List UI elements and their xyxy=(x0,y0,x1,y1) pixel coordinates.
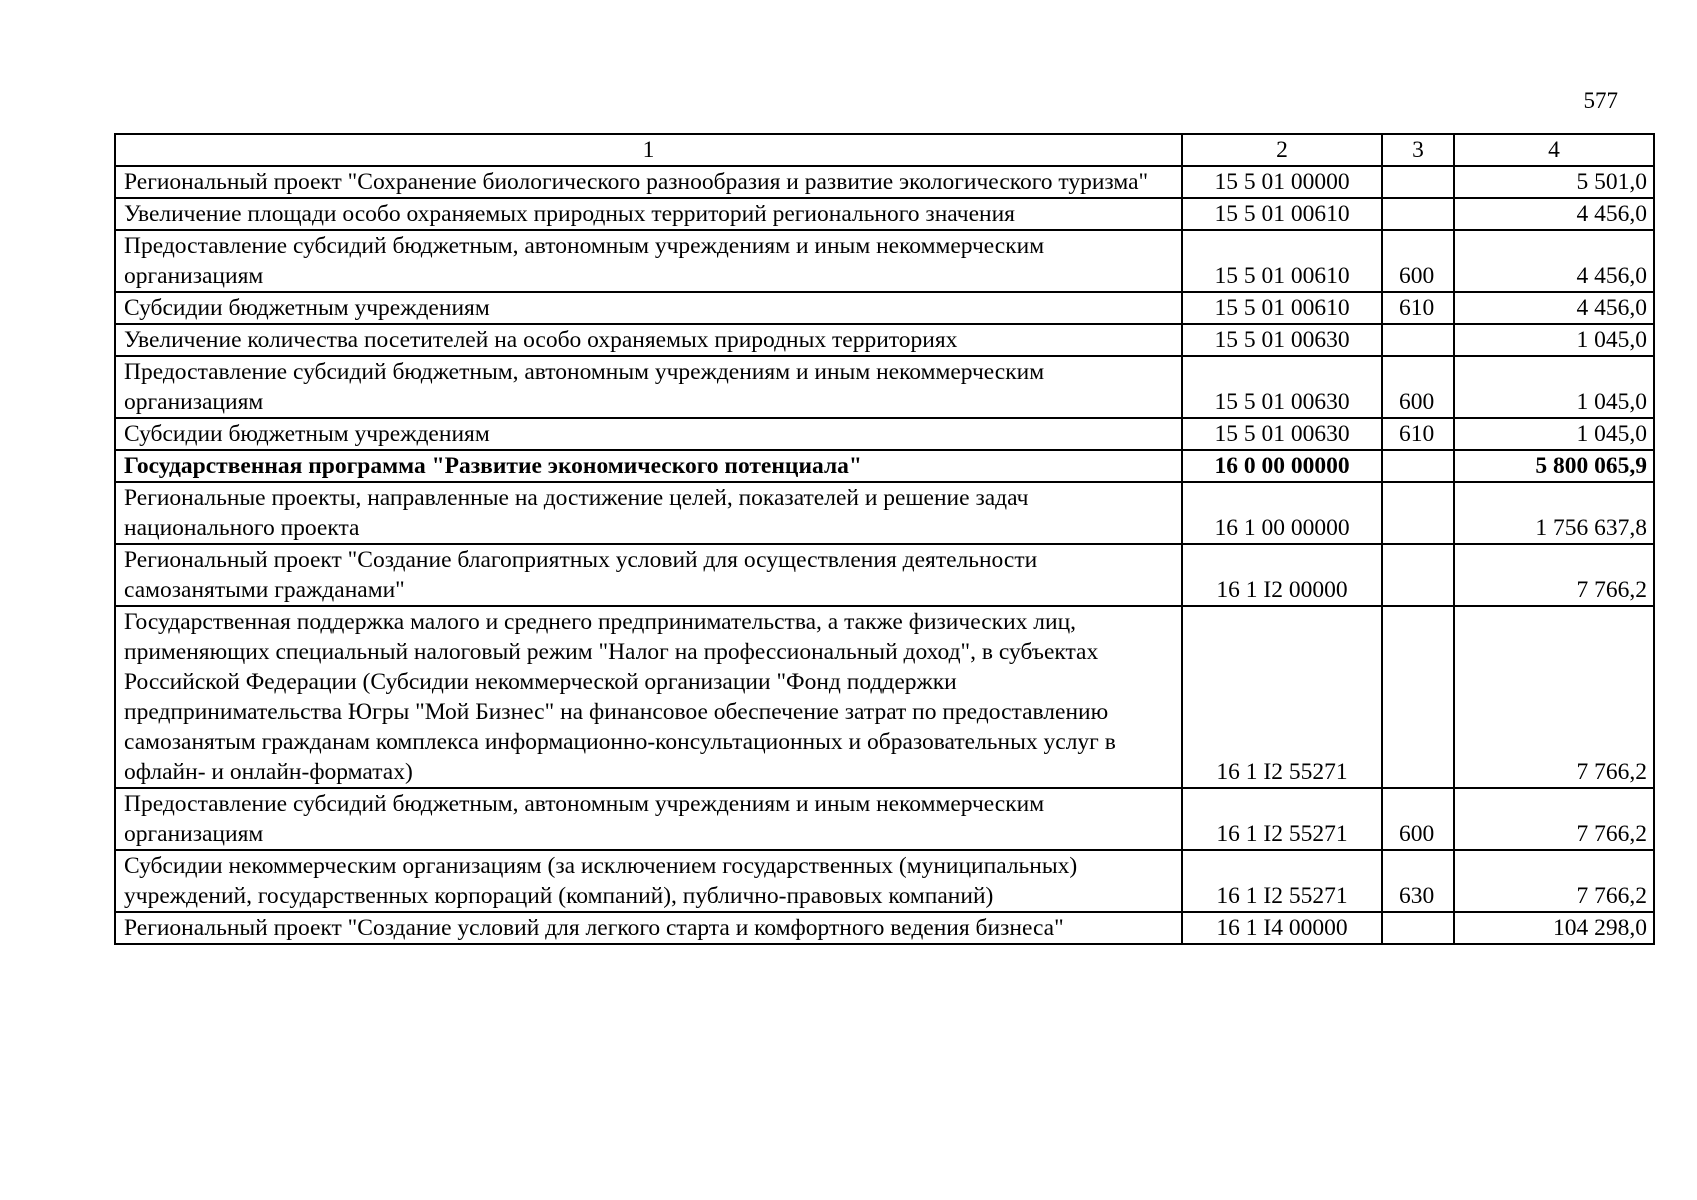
table-row xyxy=(115,292,1654,324)
row-type-cell xyxy=(1382,482,1454,544)
header-cell-3: 3 xyxy=(1382,134,1454,166)
row-type-cell xyxy=(1382,324,1454,356)
table-row xyxy=(115,482,1654,544)
row-name-cell: Региональные проекты, направленные на достижение целей, показателей и решение задач национального проекта xyxy=(115,482,1182,544)
header-cell-1: 1 xyxy=(115,134,1182,166)
row-code-cell: 15 5 01 00630 xyxy=(1182,418,1382,450)
table-row xyxy=(115,606,1654,788)
row-code-cell: 15 5 01 00610 xyxy=(1182,198,1382,230)
row-name-cell: Региональный проект "Создание благоприятных условий для осуществления деятельности самозанятыми гражданами" xyxy=(115,544,1182,606)
row-code-cell: 16 1 00 00000 xyxy=(1182,482,1382,544)
table-row xyxy=(115,544,1654,606)
row-sum-cell: 4 456,0 xyxy=(1454,230,1654,292)
table-row xyxy=(115,356,1654,418)
row-code-cell: 16 1 I2 55271 xyxy=(1182,606,1382,788)
row-code-cell: 16 0 00 00000 xyxy=(1182,450,1382,482)
table-row xyxy=(115,788,1654,850)
row-name-cell: Предоставление субсидий бюджетным, автономным учреждениям и иным некоммерческим организациям xyxy=(115,788,1182,850)
row-sum-cell: 104 298,0 xyxy=(1454,912,1654,944)
table-row xyxy=(115,912,1654,944)
row-type-cell xyxy=(1382,912,1454,944)
table-row xyxy=(115,230,1654,292)
row-name-cell: Субсидии некоммерческим организациям (за исключением государственных (муниципальных) учреждений, государственных корпораций (компаний), публично-правовых компаний) xyxy=(115,850,1182,912)
row-name-cell: Предоставление субсидий бюджетным, автономным учреждениям и иным некоммерческим организациям xyxy=(115,230,1182,292)
row-sum-cell: 7 766,2 xyxy=(1454,788,1654,850)
row-type-cell xyxy=(1382,544,1454,606)
row-code-cell: 15 5 01 00610 xyxy=(1182,292,1382,324)
row-sum-cell: 1 045,0 xyxy=(1454,418,1654,450)
table-row xyxy=(115,198,1654,230)
header-cell-4: 4 xyxy=(1454,134,1654,166)
row-name-cell: Государственная поддержка малого и среднего предпринимательства, а также физических лиц, применяющих специальный налоговый режим "Налог на профессиональный доход", в субъектах Российской Федерации (Субсидии некоммерческой организации "Фонд поддержки предпринимательства Югры "Мой Бизнес" на финансовое обеспечение затрат по предоставлению самозанятым гражданам комплекса информационно-консультационных и образовательных услуг в офлайн- и онлайн-форматах) xyxy=(115,606,1182,788)
row-type-cell: 600 xyxy=(1382,356,1454,418)
row-sum-cell: 4 456,0 xyxy=(1454,292,1654,324)
row-code-cell: 16 1 I2 55271 xyxy=(1182,850,1382,912)
table-row xyxy=(115,166,1654,198)
row-name-cell: Субсидии бюджетным учреждениям xyxy=(115,292,1182,324)
row-type-cell: 600 xyxy=(1382,230,1454,292)
row-code-cell: 15 5 01 00000 xyxy=(1182,166,1382,198)
row-sum-cell: 1 045,0 xyxy=(1454,356,1654,418)
row-type-cell xyxy=(1382,450,1454,482)
row-name-cell: Предоставление субсидий бюджетным, автономным учреждениям и иным некоммерческим организациям xyxy=(115,356,1182,418)
row-sum-cell: 5 501,0 xyxy=(1454,166,1654,198)
row-name-cell: Субсидии бюджетным учреждениям xyxy=(115,418,1182,450)
row-sum-cell: 4 456,0 xyxy=(1454,198,1654,230)
row-type-cell xyxy=(1382,606,1454,788)
page-number: 577 xyxy=(1583,88,1618,113)
row-type-cell: 600 xyxy=(1382,788,1454,850)
row-code-cell: 16 1 I4 00000 xyxy=(1182,912,1382,944)
row-sum-cell: 7 766,2 xyxy=(1454,544,1654,606)
budget-table xyxy=(114,133,1655,945)
row-sum-cell: 7 766,2 xyxy=(1454,606,1654,788)
table-header-row xyxy=(115,134,1654,166)
table-row xyxy=(115,850,1654,912)
table-row xyxy=(115,418,1654,450)
row-type-cell: 630 xyxy=(1382,850,1454,912)
header-cell-2: 2 xyxy=(1182,134,1382,166)
row-name-cell: Региональный проект "Создание условий для легкого старта и комфортного ведения бизнеса" xyxy=(115,912,1182,944)
row-sum-cell: 1 045,0 xyxy=(1454,324,1654,356)
row-name-cell: Государственная программа "Развитие экономического потенциала" xyxy=(115,450,1182,482)
row-sum-cell: 5 800 065,9 xyxy=(1454,450,1654,482)
row-type-cell xyxy=(1382,166,1454,198)
row-code-cell: 15 5 01 00630 xyxy=(1182,356,1382,418)
row-type-cell: 610 xyxy=(1382,418,1454,450)
row-name-cell: Увеличение количества посетителей на особо охраняемых природных территориях xyxy=(115,324,1182,356)
row-name-cell: Региональный проект "Сохранение биологического разнообразия и развитие экологического туризма" xyxy=(115,166,1182,198)
table-row xyxy=(115,324,1654,356)
row-type-cell xyxy=(1382,198,1454,230)
row-type-cell: 610 xyxy=(1382,292,1454,324)
row-code-cell: 16 1 I2 55271 xyxy=(1182,788,1382,850)
table-body xyxy=(115,134,1654,944)
row-name-cell: Увеличение площади особо охраняемых природных территорий регионального значения xyxy=(115,198,1182,230)
row-sum-cell: 1 756 637,8 xyxy=(1454,482,1654,544)
row-code-cell: 15 5 01 00610 xyxy=(1182,230,1382,292)
row-code-cell: 16 1 I2 00000 xyxy=(1182,544,1382,606)
table-row xyxy=(115,450,1654,482)
row-code-cell: 15 5 01 00630 xyxy=(1182,324,1382,356)
row-sum-cell: 7 766,2 xyxy=(1454,850,1654,912)
